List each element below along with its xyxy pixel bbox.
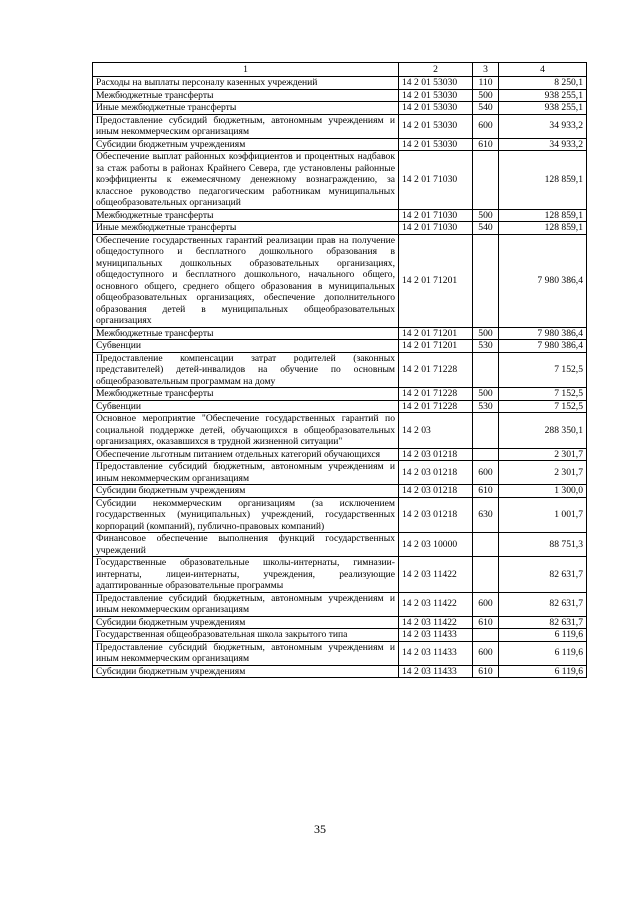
cell-sum: 2 301,7 (499, 448, 587, 461)
table-row (93, 641, 587, 665)
table-row (93, 114, 587, 138)
cell-vr: 600 (473, 641, 499, 665)
table-row (93, 557, 587, 593)
cell-name: Иные межбюджетные трансферты (93, 222, 399, 235)
cell-name: Государственная общеобразовательная школа закрытого типа (93, 629, 399, 642)
cell-code: 14 2 01 53030 (399, 138, 473, 151)
cell-code: 14 2 03 11433 (399, 629, 473, 642)
cell-vr: 630 (473, 497, 499, 533)
cell-sum: 2 301,7 (499, 461, 587, 485)
cell-code: 14 2 03 11422 (399, 616, 473, 629)
cell-sum: 288 350,1 (499, 413, 587, 449)
cell-vr: 500 (473, 327, 499, 340)
cell-sum: 7 980 386,4 (499, 234, 587, 327)
table-row (93, 388, 587, 401)
cell-sum: 1 001,7 (499, 497, 587, 533)
cell-vr: 530 (473, 340, 499, 353)
header-col-vr: 3 (473, 63, 499, 77)
cell-sum: 7 980 386,4 (499, 327, 587, 340)
cell-code: 14 2 03 11433 (399, 641, 473, 665)
cell-sum: 1 300,0 (499, 485, 587, 498)
cell-vr: 500 (473, 209, 499, 222)
cell-vr: 610 (473, 665, 499, 678)
table-header-row (93, 63, 587, 77)
cell-code: 14 2 01 53030 (399, 114, 473, 138)
cell-vr: 600 (473, 114, 499, 138)
cell-name: Предоставление субсидий бюджетным, автономным учреждениям и иным некоммерческим организациям (93, 461, 399, 485)
cell-sum: 8 250,1 (499, 77, 587, 90)
cell-vr: 500 (473, 89, 499, 102)
cell-vr: 610 (473, 138, 499, 151)
cell-code: 14 2 03 11422 (399, 557, 473, 593)
cell-code: 14 2 01 71228 (399, 400, 473, 413)
cell-sum: 6 119,6 (499, 641, 587, 665)
table-row (93, 629, 587, 642)
cell-vr: 110 (473, 77, 499, 90)
table-body (93, 77, 587, 678)
cell-sum: 128 859,1 (499, 222, 587, 235)
cell-name: Межбюджетные трансферты (93, 89, 399, 102)
table-row (93, 592, 587, 616)
cell-code: 14 2 03 01218 (399, 485, 473, 498)
cell-code: 14 2 01 71201 (399, 234, 473, 327)
cell-code: 14 2 03 (399, 413, 473, 449)
cell-vr (473, 151, 499, 210)
cell-vr: 540 (473, 102, 499, 115)
cell-name: Субсидии некоммерческим организациям (за исключением государственных (муниципальных) учреждений, государственных корпораций (компаний), публично-правовых компаний) (93, 497, 399, 533)
cell-code: 14 2 01 53030 (399, 102, 473, 115)
cell-vr: 600 (473, 592, 499, 616)
cell-name: Государственные образовательные школы-интернаты, гимназии-интернаты, лицеи-интернаты, учреждения, реализующие адаптированные образовательные программы (93, 557, 399, 593)
cell-name: Субсидии бюджетным учреждениям (93, 616, 399, 629)
cell-sum: 128 859,1 (499, 151, 587, 210)
cell-name: Предоставление компенсации затрат родителей (законных представителей) детей-инвалидов на обучение по основным общеобразовательным программам на дому (93, 352, 399, 388)
header-col-sum: 4 (499, 63, 587, 77)
header-col-name: 1 (93, 63, 399, 77)
cell-sum: 7 152,5 (499, 352, 587, 388)
cell-name: Субвенции (93, 340, 399, 353)
cell-name: Предоставление субсидий бюджетным, автономным учреждениям и иным некоммерческим организациям (93, 641, 399, 665)
table-row (93, 234, 587, 327)
cell-code: 14 2 01 71030 (399, 209, 473, 222)
cell-name: Обеспечение льготным питанием отдельных категорий обучающихся (93, 448, 399, 461)
cell-name: Обеспечение выплат районных коэффициентов и процентных надбавок за стаж работы в районах Крайнего Севера, где установлены районные коэффициенты к ежемесячному денежному вознаграждению, за классное руководство педагогическим работникам муниципальных общеобразовательных организаций (93, 151, 399, 210)
cell-sum: 82 631,7 (499, 616, 587, 629)
cell-name: Иные межбюджетные трансферты (93, 102, 399, 115)
cell-code: 14 2 01 71201 (399, 327, 473, 340)
cell-sum: 88 751,3 (499, 533, 587, 557)
cell-vr: 600 (473, 461, 499, 485)
cell-sum: 7 152,5 (499, 388, 587, 401)
table-row (93, 89, 587, 102)
cell-sum: 6 119,6 (499, 629, 587, 642)
page-number: 35 (314, 822, 326, 836)
table-row (93, 448, 587, 461)
cell-vr (473, 533, 499, 557)
cell-code: 14 2 01 53030 (399, 77, 473, 90)
table-row (93, 352, 587, 388)
cell-code: 14 2 03 11422 (399, 592, 473, 616)
cell-code: 14 2 01 71030 (399, 222, 473, 235)
cell-sum: 938 255,1 (499, 102, 587, 115)
cell-name: Субсидии бюджетным учреждениям (93, 485, 399, 498)
cell-sum: 6 119,6 (499, 665, 587, 678)
cell-code: 14 2 01 71228 (399, 388, 473, 401)
table-row (93, 665, 587, 678)
cell-sum: 82 631,7 (499, 592, 587, 616)
cell-sum: 82 631,7 (499, 557, 587, 593)
cell-name: Субвенции (93, 400, 399, 413)
cell-name: Предоставление субсидий бюджетным, автономным учреждениям и иным некоммерческим организациям (93, 114, 399, 138)
cell-code: 14 2 03 10000 (399, 533, 473, 557)
cell-name: Основное мероприятие "Обеспечение государственных гарантий по социальной поддержке детей, обучающихся в общеобразовательных организациях, оказавшихся в трудной жизненной ситуации" (93, 413, 399, 449)
cell-vr (473, 557, 499, 593)
header-col-code: 2 (399, 63, 473, 77)
cell-vr (473, 413, 499, 449)
table-row (93, 497, 587, 533)
cell-name: Финансовое обеспечение выполнения функций государственных учреждений (93, 533, 399, 557)
cell-code: 14 2 03 01218 (399, 448, 473, 461)
cell-vr: 530 (473, 400, 499, 413)
table-row (93, 222, 587, 235)
cell-sum: 7 152,5 (499, 400, 587, 413)
table-row (93, 77, 587, 90)
cell-name: Субсидии бюджетным учреждениям (93, 138, 399, 151)
cell-name: Межбюджетные трансферты (93, 388, 399, 401)
cell-code: 14 2 03 11433 (399, 665, 473, 678)
cell-name: Расходы на выплаты персоналу казенных учреждений (93, 77, 399, 90)
cell-vr: 540 (473, 222, 499, 235)
table-row (93, 138, 587, 151)
cell-vr (473, 629, 499, 642)
cell-vr: 500 (473, 388, 499, 401)
table-row (93, 461, 587, 485)
table-row (93, 327, 587, 340)
table-row (93, 151, 587, 210)
budget-table (92, 62, 587, 678)
cell-code: 14 2 01 71030 (399, 151, 473, 210)
cell-vr: 610 (473, 616, 499, 629)
table-row (93, 209, 587, 222)
cell-code: 14 2 03 01218 (399, 497, 473, 533)
cell-name: Субсидии бюджетным учреждениям (93, 665, 399, 678)
table-row (93, 400, 587, 413)
table-row (93, 102, 587, 115)
cell-vr (473, 448, 499, 461)
table-row (93, 485, 587, 498)
cell-sum: 7 980 386,4 (499, 340, 587, 353)
cell-sum: 128 859,1 (499, 209, 587, 222)
cell-code: 14 2 01 53030 (399, 89, 473, 102)
cell-code: 14 2 03 01218 (399, 461, 473, 485)
cell-name: Предоставление субсидий бюджетным, автономным учреждениям и иным некоммерческим организациям (93, 592, 399, 616)
cell-sum: 34 933,2 (499, 114, 587, 138)
table-row (93, 533, 587, 557)
table-row (93, 413, 587, 449)
cell-sum: 34 933,2 (499, 138, 587, 151)
cell-name: Межбюджетные трансферты (93, 209, 399, 222)
cell-vr (473, 352, 499, 388)
cell-vr: 610 (473, 485, 499, 498)
table-row (93, 616, 587, 629)
table-row (93, 340, 587, 353)
cell-sum: 938 255,1 (499, 89, 587, 102)
cell-name: Межбюджетные трансферты (93, 327, 399, 340)
cell-name: Обеспечение государственных гарантий реализации прав на получение общедоступного и бесплатного дошкольного образования в муниципальных дошкольных образовательных организациях, общедоступного и бесплатного дошкольного, начального общего, основного общего, среднего общего образования в муниципальных общеобразовательных организациях, обеспечение дополнительного образования детей в муниципальных общеобразовательных организациях (93, 234, 399, 327)
cell-code: 14 2 01 71228 (399, 352, 473, 388)
cell-vr (473, 234, 499, 327)
cell-code: 14 2 01 71201 (399, 340, 473, 353)
